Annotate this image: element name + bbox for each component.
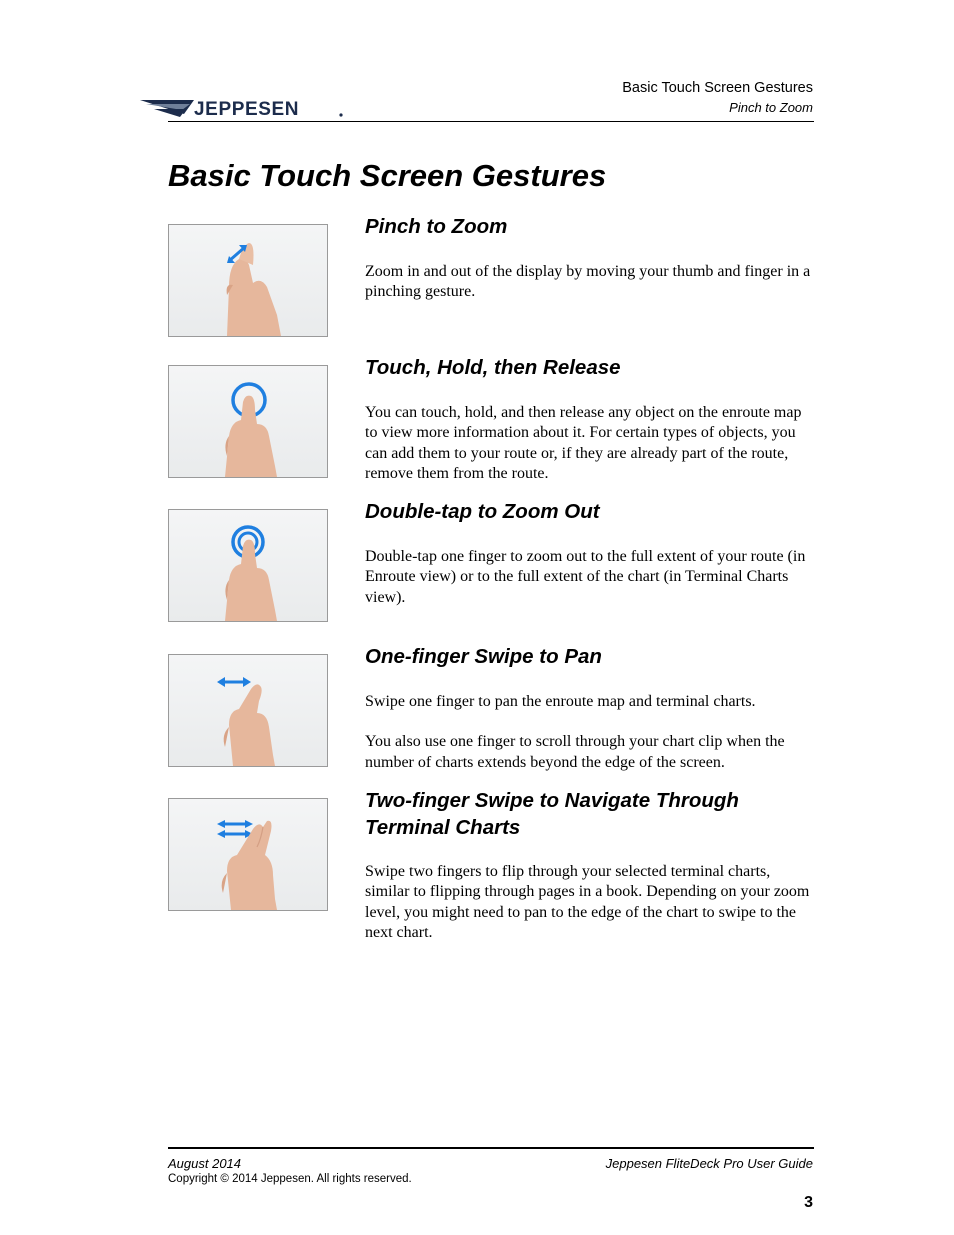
page-number: 3: [804, 1194, 813, 1211]
section-title-touch-hold-release: Touch, Hold, then Release: [365, 356, 621, 379]
touch-hold-gesture-icon: [168, 365, 328, 478]
footer-divider: [168, 1147, 814, 1149]
section-title-one-finger-swipe: One-finger Swipe to Pan: [365, 645, 602, 668]
section-body-two-finger-swipe: [365, 862, 815, 944]
running-header-title: Basic Touch Screen Gestures: [622, 80, 813, 96]
two-finger-swipe-gesture-icon: [168, 798, 328, 911]
section-title-double-tap: Double-tap to Zoom Out: [365, 500, 600, 523]
double-tap-gesture-icon: [168, 509, 328, 622]
running-header-subtitle: Pinch to Zoom: [729, 100, 813, 115]
header-divider: [168, 121, 814, 122]
footer-date: August 2014: [168, 1156, 242, 1171]
jeppesen-logo: [140, 96, 345, 120]
paragraph: Swipe one finger to pan the enroute map and terminal charts.: [365, 693, 756, 710]
section-title-pinch-to-zoom: Pinch to Zoom: [365, 215, 508, 238]
logo-wordmark: JEPPESEN: [194, 99, 300, 120]
footer-copyright: Copyright © 2014 Jeppesen. All rights reserved.: [168, 1173, 412, 1185]
page-title: Basic Touch Screen Gestures: [168, 158, 607, 193]
paragraph: You also use one finger to scroll through your chart clip when the number of charts extends beyond the edge of the screen.: [365, 733, 785, 771]
footer-guide-title: Jeppesen FliteDeck Pro User Guide: [605, 1156, 813, 1171]
section-body-pinch-to-zoom: [365, 262, 815, 303]
paragraph: Zoom in and out of the display by moving your thumb and finger in a pinching gesture.: [365, 263, 811, 301]
section-body-double-tap: [365, 547, 815, 608]
pinch-zoom-gesture-icon: [168, 224, 328, 337]
section-body-one-finger-swipe: [365, 692, 815, 773]
one-finger-swipe-gesture-icon: [168, 654, 328, 767]
jeppesen-swoosh-icon: [140, 96, 345, 120]
section-body-touch-hold-release: [365, 403, 815, 485]
section-title-two-finger-swipe: Two-finger Swipe to Navigate Through Terminal Charts: [365, 789, 739, 839]
paragraph: Swipe two fingers to flip through your selected terminal charts, similar to flipping through pages in a book. Depending on your zoom level, you might need to pan to the edge of the chart to swipe to the next chart.: [365, 863, 810, 942]
paragraph: You can touch, hold, and then release any object on the enroute map to view more information about it. For certain types of objects, you can add them to your route or, if they are already part of the route, remove them from the route.: [365, 404, 802, 483]
paragraph: Double-tap one finger to zoom out to the full extent of your route (in Enroute view) or to the full extent of the chart (in Terminal Charts view).: [365, 548, 806, 606]
